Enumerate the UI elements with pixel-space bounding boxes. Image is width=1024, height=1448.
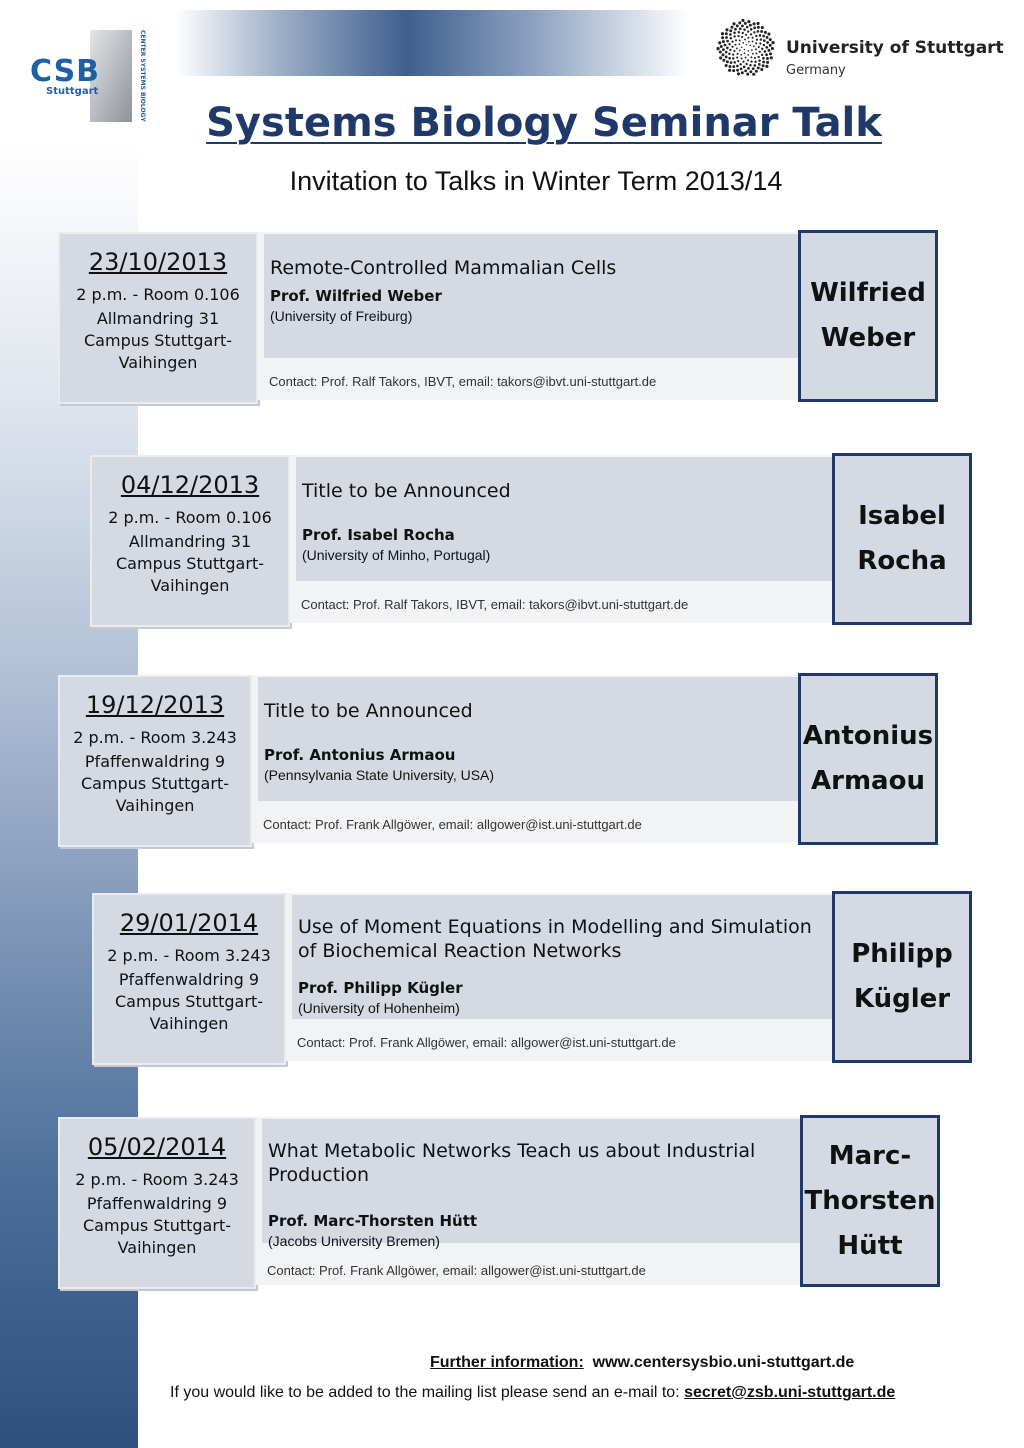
talk-time-room: 2 p.m. - Room 3.243 [75,1170,239,1189]
talk-contact: Contact: Prof. Ralf Takors, IBVT, email: takors@ibvt.uni-stuttgart.de [301,597,689,612]
speaker-name-line: Thorsten [804,1185,936,1216]
talk-affiliation: (University of Freiburg) [270,308,413,324]
talk-title: Use of Moment Equations in Modelling and Simulation of Biochemical Reaction Networks [298,916,812,962]
page-title: Systems Biology Seminar Talk [206,100,882,146]
talk-location-line: Allmandring 31 [96,309,220,328]
mailing-list-email[interactable]: secret@zsb.uni-stuttgart.de [684,1384,896,1401]
speaker-name-line: Weber [820,323,916,353]
talk-date: 04/12/2013 [120,471,260,499]
talk-affiliation: (Pennsylvania State University, USA) [264,767,495,783]
talk-location-line: Pfaffenwaldring 9 [118,970,260,989]
talk-info-box [258,232,798,400]
talk-info-box [256,1117,800,1285]
speaker-name-line: Armaou [811,766,925,796]
speaker-name-line: Marc- [828,1140,912,1171]
talk-info-box [286,893,832,1061]
talk-speaker: Prof. Marc-Thorsten Hütt [268,1212,478,1230]
talk-time-room: 2 p.m. - Room 0.106 [108,508,272,527]
talk-date: 19/12/2013 [85,691,225,719]
talk-location-line: Vaihingen [115,796,195,815]
talk-speaker: Prof. Philipp Kügler [298,979,463,997]
speaker-name-line: Kügler [853,984,951,1014]
talk-date: 29/01/2014 [119,909,259,937]
talk-date: 23/10/2013 [88,248,228,276]
talk-info-box [290,455,832,623]
speaker-name-box [798,673,938,845]
page-subtitle: Invitation to Talks in Winter Term 2013/14 [289,166,783,196]
university-country: Germany [786,63,846,78]
talk-speaker: Prof. Antonius Armaou [264,746,456,764]
talk-time-room: 2 p.m. - Room 3.243 [107,946,271,965]
speaker-name-box [832,891,972,1063]
talk-affiliation: (University of Minho, Portugal) [302,547,491,563]
talk-title: Title to be Announced [302,480,511,502]
mailing-list-note [170,1384,895,1402]
talk-location-line: Vaihingen [117,1238,197,1257]
further-information-label: Further information: [430,1354,584,1371]
talk-date: 05/02/2014 [87,1133,227,1161]
speaker-name-box [798,230,938,402]
talk-location-line: Campus Stuttgart- [83,1216,231,1235]
talk-speaker: Prof. Isabel Rocha [302,526,455,544]
csb-letters: CSB [30,54,101,89]
talk-time-room: 2 p.m. - Room 3.243 [73,728,237,747]
talk-affiliation: (Jacobs University Bremen) [268,1233,440,1249]
talk-location-line: Allmandring 31 [128,532,252,551]
mailing-list-text: If you would like to be added to the mailing list please send an e-mail to: [170,1384,680,1401]
date-box [58,232,258,404]
talk-location-line: Vaihingen [150,576,230,595]
talk-location-line: Campus Stuttgart- [81,774,229,793]
speaker-name-line: Wilfried [810,278,926,308]
university-logo [716,18,1006,78]
university-name: University of Stuttgart [786,38,1004,58]
talk-contact: Contact: Prof. Frank Allgöwer, email: allgower@ist.uni-stuttgart.de [267,1263,646,1278]
csb-sub: Stuttgart [46,86,99,97]
speaker-name-box [800,1115,940,1287]
date-box [58,675,252,847]
speaker-name-line: Isabel [858,501,946,531]
talk-affiliation: (University of Hohenheim) [298,1000,460,1016]
header-gradient-band [175,10,690,76]
talk-location-line: Pfaffenwaldring 9 [84,752,226,771]
date-box [92,893,286,1065]
talk-title: What Metabolic Networks Teach us about Industrial Production [268,1140,756,1186]
speaker-name-line: Hütt [837,1230,903,1261]
talk-location-line: Campus Stuttgart- [116,554,264,573]
talk-title: Remote-Controlled Mammalian Cells [270,257,617,279]
talk-location-line: Vaihingen [118,353,198,372]
further-information-url[interactable]: www.centersysbio.uni-stuttgart.de [592,1354,855,1371]
further-information [430,1354,854,1372]
talk-contact: Contact: Prof. Frank Allgöwer, email: allgower@ist.uni-stuttgart.de [263,817,642,832]
speaker-name-line: Rocha [857,546,947,576]
talk-speaker: Prof. Wilfried Weber [270,287,442,305]
csb-vertical-text: CENTER SYSTEMS BIOLOGY [139,30,146,122]
talk-location-line: Campus Stuttgart- [115,992,263,1011]
speaker-name-box [832,453,972,625]
talk-location-line: Pfaffenwaldring 9 [86,1194,228,1213]
talk-info-box [252,675,798,843]
talk-contact: Contact: Prof. Frank Allgöwer, email: allgower@ist.uni-stuttgart.de [297,1035,676,1050]
date-box [58,1117,256,1289]
talk-time-room: 2 p.m. - Room 0.106 [76,285,240,304]
speaker-name-line: Antonius [802,721,934,751]
talk-location-line: Campus Stuttgart- [84,331,232,350]
date-box [90,455,290,627]
speaker-name-line: Philipp [851,939,953,969]
university-emblem-icon [716,18,776,78]
talk-location-line: Vaihingen [149,1014,229,1033]
talk-title: Title to be Announced [264,700,473,722]
talk-contact: Contact: Prof. Ralf Takors, IBVT, email: takors@ibvt.uni-stuttgart.de [269,374,657,389]
